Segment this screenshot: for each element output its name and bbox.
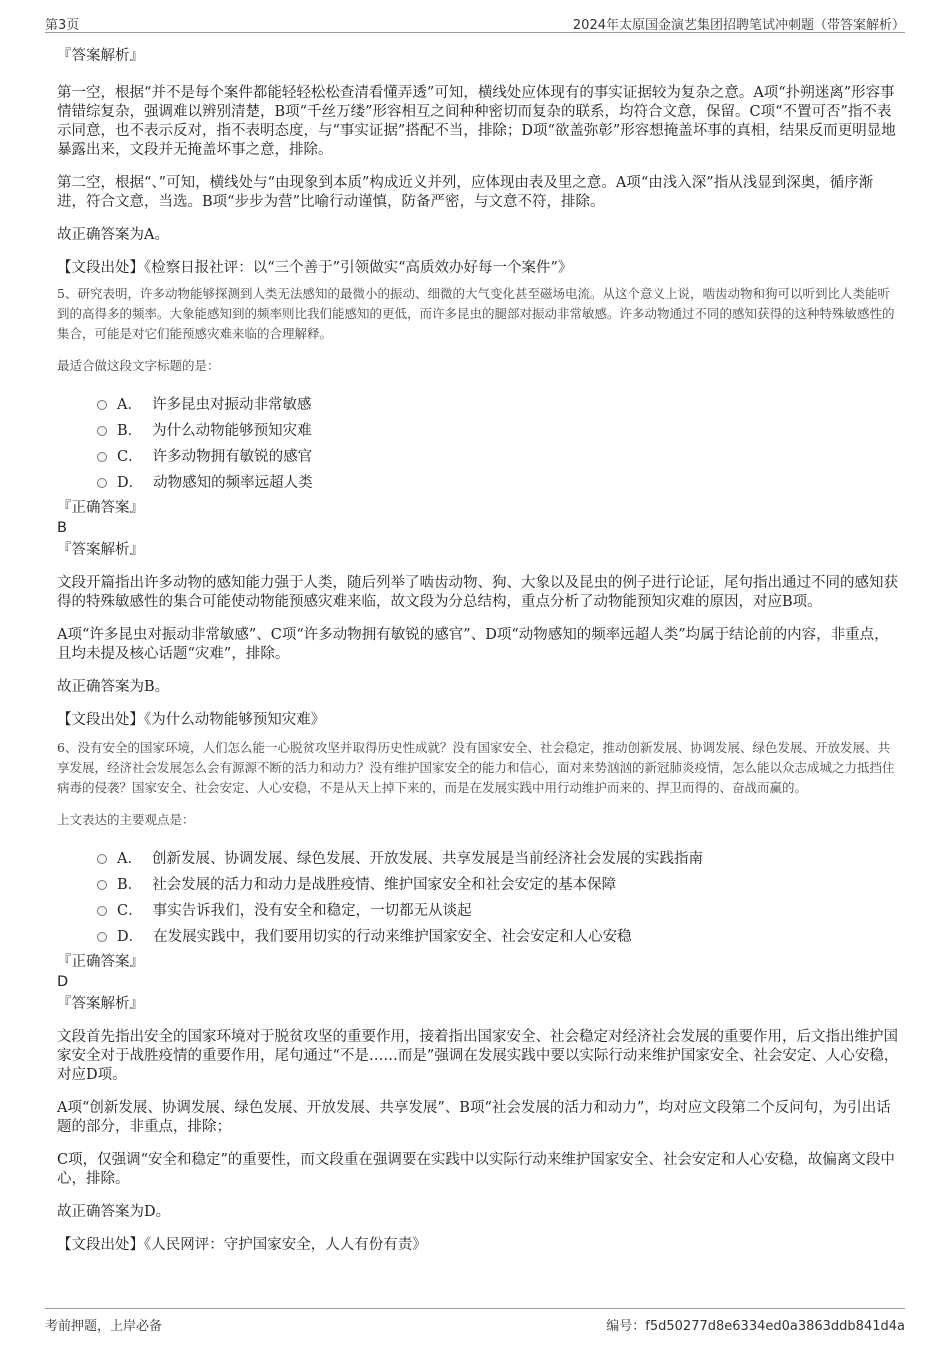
option-letter: C． bbox=[117, 448, 143, 465]
q6-stem: 6、没有安全的国家环境，人们怎么能一心脱贫攻坚并取得历史性成就？没有国家安全、社会稳定，推动创新发展、协调发展、绿色发展、开放发展、共享发展，经济社会发展怎么会有源源不断的活力和动力？没有维护国家安全的能力和信心，面对来势汹汹的新冠肺炎疫情，怎么能以众志成城之力抵挡住病毒的侵袭？国家安全、社会安定、人心安稳，不是从天上掉下来的，而是在发展实践中用行动维护而来的、捍卫而得的、奋战而赢的。 bbox=[57, 740, 895, 795]
q5-analysis-para1: 文段开篇指出许多动物的感知能力强于人类，随后列举了啮齿动物、狗、大象以及昆虫的例子进行论证，尾句指出通过不同的感知获得的特殊敏感性的集合可能使动物能预感灾难来临，故文段为分总结构，重点分析了动物能预知灾难的原因，对应B项。 bbox=[57, 575, 898, 610]
q5-correct-answer: B bbox=[57, 520, 67, 536]
q4-source: 【文段出处】《检察日报社评：以“三个善于”引领做实“高质效办好每一个案件”》 bbox=[57, 260, 573, 276]
q5-option-c[interactable] bbox=[57, 442, 902, 468]
q5-option-a[interactable] bbox=[57, 390, 902, 416]
q5-option-b[interactable] bbox=[57, 416, 902, 442]
q4-analysis-para2: 第二空，根据“、”可知，横线处与“由现象到本质”构成近义并列，应体现由表及里之意。A项“由浅入深”指从浅显到深奥，循序渐进，符合文意，当选。B项“步步为营”比喻行动谨慎，防备严密，与文意不符，排除。 bbox=[57, 175, 874, 210]
q5-analysis-para2: A项“许多昆虫对振动非常敏感”、C项“许多动物拥有敏锐的感官”、D项“动物感知的频率远超人类”均属于结论前的内容，非重点，且均未提及核心话题“灾难”，排除。 bbox=[57, 627, 889, 662]
q5-analysis-label: 『答案解析』 bbox=[57, 542, 144, 558]
option-text: 社会发展的活力和动力是战胜疫情、维护国家安全和社会安定的基本保障 bbox=[152, 876, 617, 893]
radio-icon[interactable] bbox=[97, 452, 107, 462]
q6-option-a[interactable] bbox=[57, 844, 902, 870]
document-body bbox=[57, 40, 902, 1255]
q4-analysis-label: 『答案解析』 bbox=[57, 48, 144, 64]
option-letter: B． bbox=[117, 422, 143, 439]
option-text: 许多昆虫对振动非常敏感 bbox=[151, 396, 312, 413]
page-header bbox=[45, 12, 905, 33]
q5-correct-label: 『正确答案』 bbox=[57, 500, 144, 516]
q6-source: 【文段出处】《人民网评：守护国家安全，人人有份有责》 bbox=[57, 1237, 427, 1253]
q6-correct-label: 『正确答案』 bbox=[57, 954, 144, 970]
option-letter: C． bbox=[117, 902, 143, 919]
q5-question: 最适合做这段文字标题的是： bbox=[57, 358, 220, 373]
q6-options bbox=[57, 844, 902, 948]
q6-analysis-label: 『答案解析』 bbox=[57, 996, 144, 1012]
q6-option-c[interactable] bbox=[57, 896, 902, 922]
option-letter: A． bbox=[117, 396, 142, 413]
option-text: 创新发展、协调发展、绿色发展、开放发展、共享发展是当前经济社会发展的实践指南 bbox=[151, 850, 703, 867]
radio-icon[interactable] bbox=[97, 854, 107, 864]
radio-icon[interactable] bbox=[97, 932, 107, 942]
q6-correct-answer: D bbox=[57, 974, 69, 990]
option-text: 许多动物拥有敏锐的感官 bbox=[152, 448, 313, 465]
q6-analysis-para3: C项，仅强调“安全和稳定”的重要性，而文段重在强调要在实践中以实际行动来维护国家安全、社会安定和人心安稳，故偏离文段中心，排除。 bbox=[57, 1152, 895, 1187]
option-letter: B． bbox=[117, 876, 143, 893]
q4-analysis-para1: 第一空，根据“并不是每个案件都能轻轻松松查清看懂弄透”可知，横线处应体现有的事实证据较为复杂之意。A项“扑朔迷离”形容事情错综复杂，强调难以辨别清楚，B项“千丝万缕”形容相互之间种种密切而复杂的联系，均符合文意，保留。C项“不置可否”指不表示同意，也不表示反对，指不表明态度，与“事实证据”搭配不当，排除；D项“欲盖弥彰”形容想掩盖坏事的真相，结果反而更明显地暴露出来，文段并无掩盖坏事之意，排除。 bbox=[57, 85, 896, 158]
document-title: 2024年太原国金演艺集团招聘笔试冲刺题（带答案解析） bbox=[572, 18, 905, 33]
option-text: 为什么动物能够预知灾难 bbox=[152, 422, 312, 439]
q6-conclusion: 故正确答案为D。 bbox=[57, 1204, 171, 1220]
document-id: 编号：f5d50277d8e6334ed0a3863ddb841d4a bbox=[606, 1319, 905, 1334]
option-text: 在发展实践中，我们要用切实的行动来维护国家安全、社会安定和人心安稳 bbox=[153, 928, 632, 945]
option-text: 事实告诉我们，没有安全和稳定，一切都无从谈起 bbox=[152, 902, 472, 919]
q5-stem: 5、研究表明，许多动物能够探测到人类无法感知的最微小的振动、细微的大气变化甚至磁场电流。从这个意义上说，啮齿动物和狗可以听到比人类能听到的高得多的频率。大象能感知到的频率则比我们能感知的更低，而许多昆虫的腿部对振动非常敏感。许多动物通过不同的感知获得的这种特殊敏感性的集合，可能是对它们能预感灾难来临的合理解释。 bbox=[57, 286, 895, 341]
option-text: 动物感知的频率远超人类 bbox=[153, 474, 313, 491]
page-footer bbox=[45, 1308, 905, 1333]
q4-conclusion: 故正确答案为A。 bbox=[57, 227, 169, 243]
radio-icon[interactable] bbox=[97, 906, 107, 916]
radio-icon[interactable] bbox=[97, 478, 107, 488]
radio-icon[interactable] bbox=[97, 426, 107, 436]
radio-icon[interactable] bbox=[97, 880, 107, 890]
page-number: 第3页 bbox=[45, 18, 80, 33]
q6-analysis-para1: 文段首先指出安全的国家环境对于脱贫攻坚的重要作用，接着指出国家安全、社会稳定对经济社会发展的重要作用，后文指出维护国家安全对于战胜疫情的重要作用，尾句通过“不是……而是”强调在发展实践中要以实际行动来维护国家安全、社会安定、人心安稳，对应D项。 bbox=[57, 1029, 899, 1083]
q5-option-d[interactable] bbox=[57, 468, 902, 494]
q5-conclusion: 故正确答案为B。 bbox=[57, 679, 170, 695]
footer-slogan: 考前押题，上岸必备 bbox=[45, 1319, 163, 1334]
q5-source: 【文段出处】《为什么动物能够预知灾难》 bbox=[57, 712, 326, 728]
option-letter: D． bbox=[117, 928, 144, 945]
option-letter: D． bbox=[117, 474, 144, 491]
q6-option-b[interactable] bbox=[57, 870, 902, 896]
radio-icon[interactable] bbox=[97, 400, 107, 410]
q6-analysis-para2: A项“创新发展、协调发展、绿色发展、开放发展、共享发展”、B项“社会发展的活力和动力”，均对应文段第二个反问句，为引出话题的部分，非重点，排除； bbox=[57, 1100, 891, 1135]
q6-option-d[interactable] bbox=[57, 922, 902, 948]
q5-options bbox=[57, 390, 902, 494]
option-letter: A． bbox=[117, 850, 142, 867]
q6-question: 上文表达的主要观点是： bbox=[57, 812, 195, 827]
